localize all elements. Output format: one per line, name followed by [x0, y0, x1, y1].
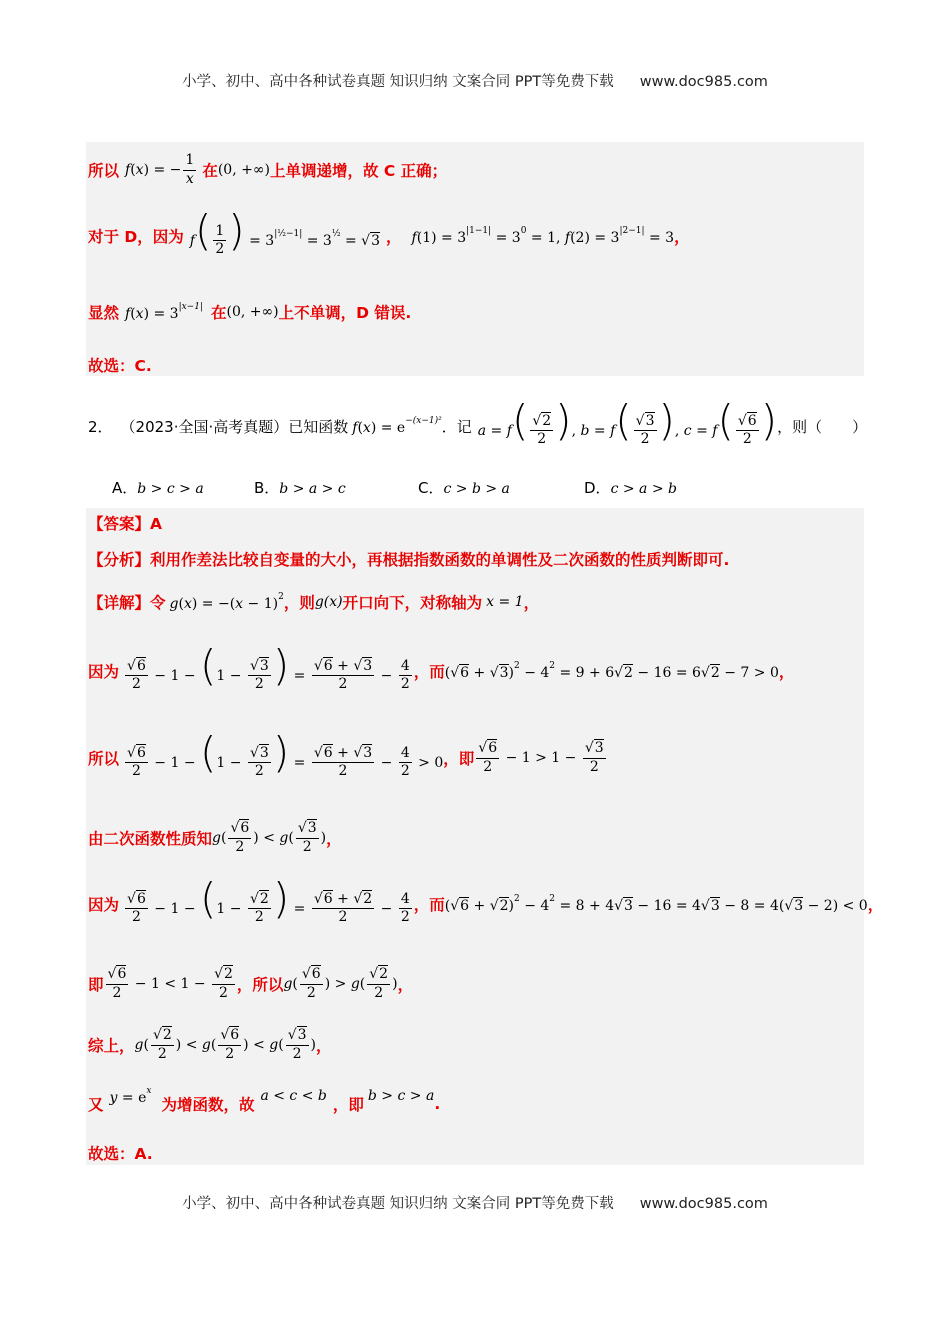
- detail-line-6: [88, 960, 413, 1008]
- q-source: （2023·全国·高考真题）已知函数: [120, 417, 349, 436]
- d2-post: ，: [778, 663, 795, 681]
- d7-math: g( $\frac{√2}{2}$ ) < g( $\frac{√6}{2}$ ) < g( $\frac{√3}{2}$ ): [134, 1027, 317, 1062]
- p1-l3-post: 上不单调，D 错误.: [278, 304, 412, 322]
- header-text: 小学、初中、高中各种试卷真题 知识归纳 文案合同 PPT等免费下载: [182, 74, 614, 90]
- header-url: www.doc985.com: [639, 74, 768, 90]
- d1-g: $g(x) = -(x - 1)^2$: [169, 592, 284, 612]
- p1-line2: [88, 206, 690, 266]
- question-2: [88, 396, 867, 456]
- footer-text: 小学、初中、高中各种试卷真题 知识归纳 文案合同 PPT等免费下载: [182, 1196, 614, 1212]
- d4-post: ，: [326, 830, 342, 848]
- p1-l3-math: $f(x) = 3^{|x-1|}$: [125, 302, 203, 322]
- d5-post: ，: [867, 896, 884, 914]
- d5-math: $\frac{√6}{2}$ − 1 − (1 − $\frac{√2}{2}$ ) = $\frac{√6 + √2}{2}$ − $\frac{4}{2}$: [127, 873, 410, 925]
- option-c[interactable]: [418, 477, 510, 498]
- p1-l4: 故选：C.: [88, 357, 152, 375]
- detail-line-7: [88, 1021, 332, 1069]
- d1-axis: x = 1: [486, 594, 524, 610]
- detail-line-4: [88, 814, 342, 862]
- option-d[interactable]: [584, 477, 677, 498]
- d6-mid: ，所以: [236, 976, 284, 994]
- d6-post: ，: [397, 976, 414, 994]
- detail-tag: 【详解】: [88, 594, 151, 612]
- analysis-text: 利用作差法比较自变量的大小，再根据指数函数的单调性及二次函数的性质判断即可.: [150, 551, 730, 569]
- d1-b: ，则: [283, 594, 315, 612]
- option-a[interactable]: [112, 477, 204, 498]
- d8-math: $y = e^x$: [109, 1086, 152, 1106]
- d8-pre: 又: [88, 1096, 104, 1114]
- option-b-label: B．: [254, 479, 280, 497]
- option-c-expr: c > b > a: [443, 481, 510, 497]
- analysis-line: [88, 549, 729, 569]
- d1-a: 令: [150, 594, 166, 612]
- p1-l2-sep: ，: [386, 228, 402, 246]
- q-number: 2．: [88, 417, 113, 436]
- d2-mid: ，而: [413, 663, 445, 681]
- detail-line-2: [88, 640, 795, 699]
- p1-l2-post: ，: [674, 228, 690, 246]
- d4-pre: 由二次函数性质知: [88, 830, 213, 848]
- d7-pre: 综上，: [88, 1037, 135, 1055]
- option-a-expr: b > c > a: [137, 481, 204, 497]
- option-a-label: A．: [112, 479, 138, 497]
- d8-mid: 为增函数，故: [161, 1096, 255, 1114]
- page-footer: [0, 1192, 950, 1213]
- d3-math: $\frac{√6}{2}$ − 1 − (1 − $\frac{√3}{2}$ ) = $\frac{√6 + √3}{2}$ − $\frac{4}{2}$ > 0: [127, 727, 444, 779]
- d1-d: ，: [523, 594, 540, 612]
- q-func: $f(x) = e^{-(x-1)^2}$: [352, 416, 442, 436]
- detail-line-3: [88, 727, 608, 786]
- option-d-expr: c > a > b: [610, 481, 677, 497]
- p1-l3-pre: 显然: [88, 304, 120, 322]
- d3-mid: ，即: [443, 750, 475, 768]
- answer-tag: 【答案】A: [88, 515, 162, 533]
- p1-l1-interval: (0, +∞): [217, 162, 270, 178]
- d5-math2: $(√6 + √2)^2 - 4^2 = 8 + 4√3 - 16 = 4√3 - 8 = 4(√3 - 2) < 0$: [444, 894, 868, 914]
- d8-mid2: ，即: [332, 1096, 364, 1114]
- d5-mid: ，而: [413, 896, 445, 914]
- d6-math: $\frac{√6}{2}$ − 1 < 1 − $\frac{√2}{2}$: [107, 966, 233, 1001]
- p1-l1-math: f(x) = − $\frac{1}{x}$: [125, 152, 195, 187]
- p1-line1: [88, 148, 447, 192]
- d7-post: ，: [316, 1037, 332, 1055]
- p1-l2-math2: $f(1) = 3^{|1-1|} = 3^0 = 1$, $f(2) = 3^{|2-1|} = 3$: [411, 226, 675, 246]
- p1-l1-pre: 所以: [88, 162, 120, 180]
- q-tail: ，则（ ）: [777, 417, 868, 436]
- p1-l2-math1: f( $\frac{1}{2}$ ) = $3^{|\frac{1}{2}-1|} = 3^{\frac{1}{2}} = √3$: [189, 205, 381, 257]
- page-header: [0, 70, 950, 91]
- p1-l3-in: 在: [211, 304, 227, 322]
- d3-pre: 所以: [88, 750, 120, 768]
- d8-post: .: [434, 1095, 441, 1113]
- p1-l1-in: 在: [202, 162, 218, 180]
- d2-math2: $(√6 + √3)^2 - 4^2 = 9 + 6√2 - 16 = 6√2 - 7 > 0$: [444, 661, 779, 681]
- p1-l2-pre: 对于 D，因为: [88, 228, 184, 246]
- final-answer-line: [88, 1143, 153, 1163]
- d5-pre: 因为: [88, 896, 120, 914]
- p1-l3-interval: (0, +∞): [226, 304, 279, 320]
- d4-math: g( $\frac{√6}{2}$ ) < g( $\frac{√3}{2}$ ): [212, 820, 327, 855]
- option-b[interactable]: [254, 477, 346, 498]
- footer-url: www.doc985.com: [639, 1196, 768, 1212]
- p1-line4: [88, 355, 152, 375]
- d8-math3: b > c > a: [367, 1088, 435, 1104]
- final-answer: 故选：A.: [88, 1145, 153, 1163]
- d3-math2: $\frac{√6}{2}$ − 1 > 1 − $\frac{√3}{2}$: [478, 740, 604, 775]
- q-mid: ．记: [441, 417, 472, 436]
- d1-c: 开口向下，对称轴为: [342, 594, 483, 612]
- d1-g2: g(x): [314, 594, 343, 610]
- detail-line-1: [88, 585, 539, 619]
- detail-line-8: [88, 1084, 440, 1124]
- d2-math: $\frac{√6}{2}$ − 1 − (1 − $\frac{√3}{2}$ ) = $\frac{√6 + √3}{2}$ − $\frac{4}{2}$: [127, 640, 410, 692]
- answer-line: [88, 513, 162, 533]
- option-d-label: D．: [584, 479, 611, 497]
- p1-l1-post: 上单调递增，故 C 正确；: [269, 162, 448, 180]
- d6-pre: 即: [88, 976, 104, 994]
- p1-line3: [88, 292, 411, 332]
- analysis-tag: 【分析】: [88, 551, 151, 569]
- d2-pre: 因为: [88, 663, 120, 681]
- detail-line-5: [88, 873, 884, 932]
- option-c-label: C．: [418, 479, 444, 497]
- d8-math2: a < c < b: [260, 1088, 327, 1104]
- option-b-expr: b > a > c: [279, 481, 346, 497]
- q-defs: a = f( $\frac{√2}{2}$ ), b = f( $\frac{√3}{2}$ ), c = f( $\frac{√6}{2}$ ): [477, 395, 778, 447]
- d6-math2: g( $\frac{√6}{2}$ ) > g( $\frac{√2}{2}$ ): [283, 966, 398, 1001]
